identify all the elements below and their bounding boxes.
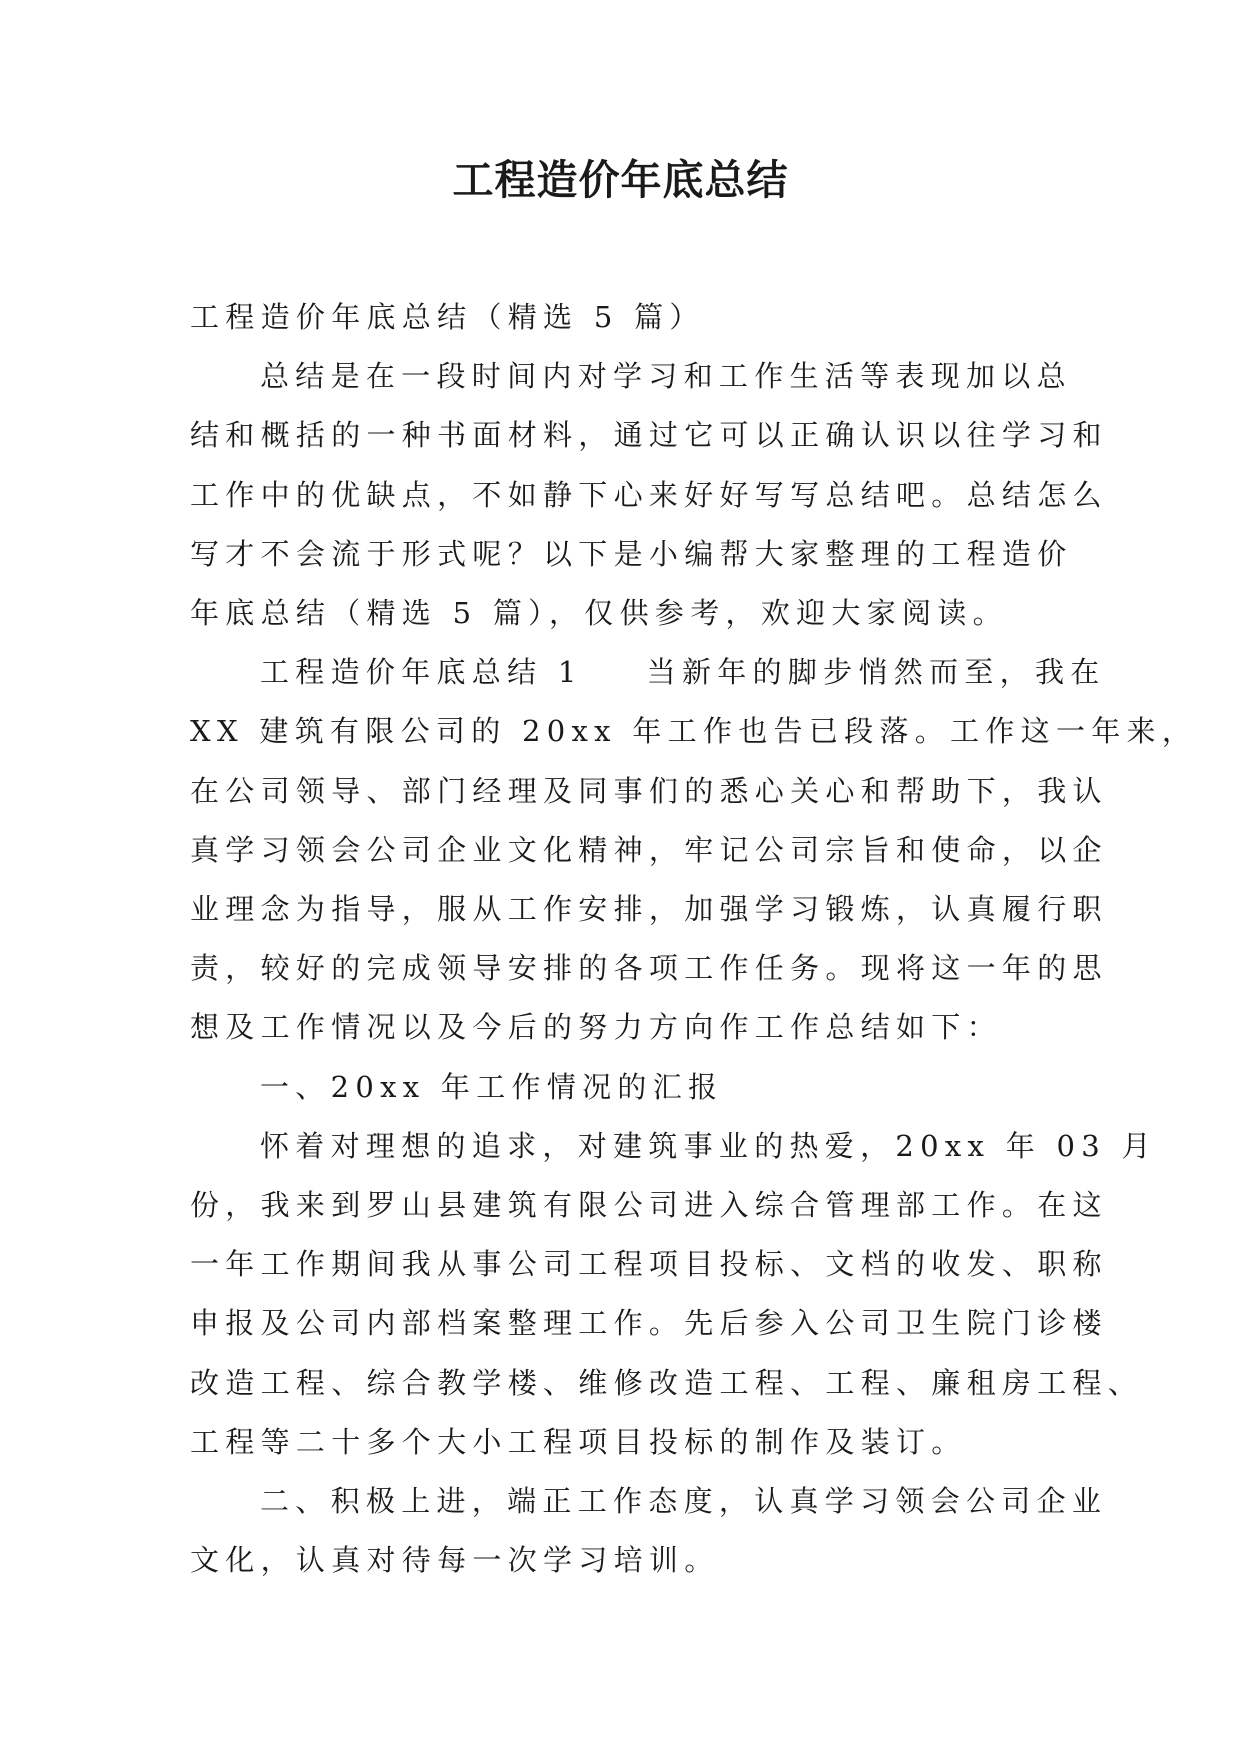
- section1-line: 业理念为指导，服从工作安排，加强学习锻炼，认真履行职: [190, 892, 1108, 927]
- intro-line: 写才不会流于形式呢？以下是小编帮大家整理的工程造价: [190, 536, 1073, 571]
- intro-line: 结和概括的一种书面材料，通过它可以正确认识以往学习和: [190, 418, 1108, 453]
- report-line: 份，我来到罗山县建筑有限公司进入综合管理部工作。在这: [190, 1188, 1108, 1223]
- section1-line: 想及工作情况以及今后的努力方向作工作总结如下：: [190, 1010, 1002, 1045]
- section1-first-line: [190, 643, 1106, 702]
- intro-line: 总结是在一段时间内对学习和工作生活等表现加以总: [260, 359, 1072, 394]
- report-line: 工程等二十多个大小工程项目投标的制作及装订。: [190, 1424, 967, 1459]
- document-body: [190, 288, 1198, 1590]
- section1-line: 责，较好的完成领导安排的各项工作任务。现将这一年的思: [190, 951, 1108, 986]
- report-line: 改造工程、综合教学楼、维修改造工程、工程、廉租房工程、: [190, 1365, 1144, 1400]
- report-line: 一年工作期间我从事公司工程项目投标、文档的收发、职称: [190, 1247, 1108, 1282]
- document-title: 工程造价年底总结: [452, 156, 789, 204]
- section1-line: 在公司领导、部门经理及同事们的悉心关心和帮助下，我认: [190, 773, 1108, 808]
- section1-line: XX 建筑有限公司的 20xx 年工作也告已段落。工作这一年来，: [190, 714, 1198, 749]
- section1-line: 当新年的脚步悄然而至，我在: [646, 655, 1106, 690]
- report-line: 申报及公司内部档案整理工作。先后参入公司卫生院门诊楼: [190, 1306, 1108, 1341]
- heading-2-line: 二、积极上进，端正工作态度，认真学习领会公司企业: [260, 1484, 1108, 1519]
- intro-line: 工作中的优缺点，不如静下心来好好写写总结吧。总结怎么: [190, 477, 1108, 512]
- heading-2-line: 文化，认真对待每一次学习培训。: [190, 1543, 720, 1578]
- report-line: 怀着对理想的追求，对建筑事业的热爱，20xx 年 03 月: [260, 1128, 1157, 1163]
- heading-1: 一、20xx 年工作情况的汇报: [260, 1069, 724, 1104]
- intro-line: 年底总结（精选 5 篇），仅供参考，欢迎大家阅读。: [190, 596, 1008, 631]
- subtitle-line: 工程造价年底总结（精选 5 篇）: [190, 300, 705, 334]
- section1-heading: 工程造价年底总结 1: [260, 655, 583, 690]
- section1-line: 真学习领会公司企业文化精神，牢记公司宗旨和使命，以企: [190, 832, 1108, 867]
- intro-paragraph: [190, 347, 1108, 643]
- document-subtitle: [190, 288, 1050, 347]
- report-paragraph: [190, 1117, 1157, 1472]
- section1-paragraph: [190, 643, 1198, 1057]
- heading-1-paragraph: [190, 1058, 1050, 1117]
- heading-2-paragraph: [190, 1472, 1108, 1590]
